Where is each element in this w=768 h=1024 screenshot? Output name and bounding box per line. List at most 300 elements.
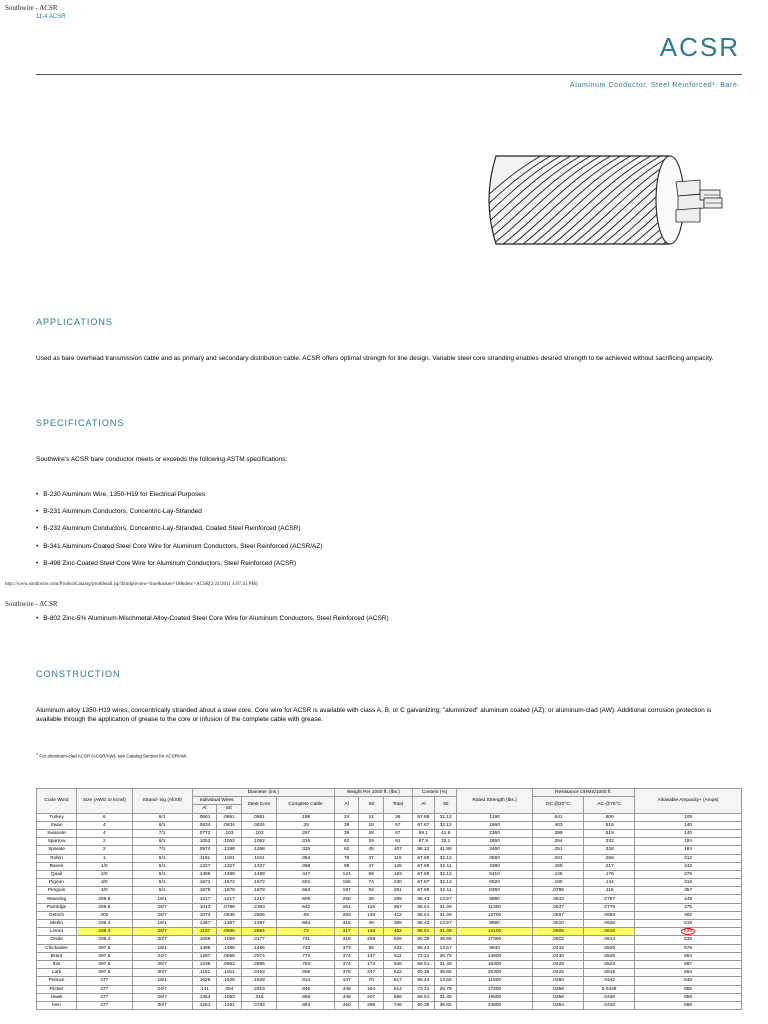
table-cell: .257 xyxy=(277,829,335,837)
table-cell: 0.0439 xyxy=(584,985,635,993)
col-size: Size (AWG or kcmil) xyxy=(77,789,133,814)
col-steel-core: Steel Core xyxy=(241,797,277,813)
table-cell: .1013 xyxy=(192,903,216,911)
table-cell: .1672 xyxy=(192,879,216,887)
table-cell: .2819 xyxy=(241,985,277,993)
col-wire-stl: Stl xyxy=(217,805,241,813)
table-cell: .1052 xyxy=(192,838,216,846)
page-url[interactable]: http://www.southwire.com/ProductCatalog/proddetail.jsp?htmlpreview=true&token=18&desc=ACSR[2/24/2011 4:07:41 PM] xyxy=(5,582,258,587)
applications-text: Used as bare overhead transmission cable and as primary and secondary distribution cable. ACSR offers optimal strength for line design. Variable steel core stranding enables desired strength to be achieved without sacrificing ampacity. xyxy=(36,355,714,362)
table-cell: 26/7 xyxy=(132,993,192,1001)
table-cell: .1486 xyxy=(217,944,241,952)
table-cell: .806 xyxy=(584,813,635,821)
table-cell: .0510 xyxy=(532,920,583,928)
table-cell: 45 xyxy=(359,846,383,854)
table-cell: Flicker xyxy=(37,985,77,993)
table-cell: 49 xyxy=(359,920,383,928)
table-cell: .354 xyxy=(277,854,335,862)
table-cell: .1354 xyxy=(192,993,216,1001)
table-cell: 1860 xyxy=(457,821,533,829)
table-cell: .198 xyxy=(277,813,335,821)
table-cell: 29 xyxy=(359,838,383,846)
col-rated-strength: Rated Strength (lbs.) xyxy=(457,789,533,814)
table-cell: 276 xyxy=(635,870,742,878)
table-cell: 6 xyxy=(77,813,133,821)
table-cell: .0661 xyxy=(217,813,241,821)
col-content-al: Al xyxy=(412,797,434,813)
table-cell: .0858 xyxy=(217,952,241,960)
table-row xyxy=(37,870,742,878)
table-cell: .0502 xyxy=(532,936,583,944)
table-cell: .846 xyxy=(277,985,335,993)
table-cell: .1236 xyxy=(192,960,216,968)
table-cell: 357 xyxy=(635,887,742,895)
table-cell: 374 xyxy=(334,960,358,968)
table-cell: 8680 xyxy=(457,920,533,928)
table-cell: 183 xyxy=(383,870,412,878)
table-cell: 477 xyxy=(77,985,133,993)
table-cell: 60.35 xyxy=(412,936,434,944)
table-cell: 13.57 xyxy=(435,920,457,928)
table-cell: .094 xyxy=(217,985,241,993)
table-cell: 30/7 xyxy=(132,969,192,977)
table-cell: .398 xyxy=(277,862,335,870)
table-cell: .25 xyxy=(277,821,335,829)
table-cell: .1327 xyxy=(241,862,277,870)
col-resistance: Resistance OHMS/1000 ft. xyxy=(532,789,634,797)
footnote xyxy=(36,752,187,759)
table-cell: .743 xyxy=(277,944,335,952)
table-cell: 130 xyxy=(359,911,383,919)
table-cell: 5310 xyxy=(457,870,533,878)
table-cell: 2 xyxy=(77,838,133,846)
table-cell: 247 xyxy=(359,969,383,977)
col-wire-al: Al xyxy=(192,805,216,813)
table-row xyxy=(37,903,742,911)
col-content-stl: Stl xyxy=(435,797,457,813)
table-cell: 67.87 xyxy=(412,821,434,829)
table-cell: 594 xyxy=(635,969,742,977)
table-cell: .176 xyxy=(584,870,635,878)
table-cell: .0772 xyxy=(192,829,216,837)
table-cell: 18/1 xyxy=(132,977,192,985)
col-diameter: Diameter (ins.) xyxy=(192,789,334,797)
table-cell: 2/0 xyxy=(77,870,133,878)
table-cell: .325 xyxy=(277,846,335,854)
table-cell: Chickadee xyxy=(37,944,77,952)
table-cell: .72 xyxy=(277,928,335,936)
table-cell: 62 xyxy=(334,846,358,854)
table-cell: .1059 xyxy=(217,936,241,944)
table-cell: 24/7 xyxy=(132,985,192,993)
acsr-cable-image xyxy=(478,148,742,252)
table-cell: 315 xyxy=(635,879,742,887)
table-cell: 26/7 xyxy=(132,960,192,968)
table-cell: 519 xyxy=(635,920,742,928)
table-row xyxy=(37,928,742,936)
table-cell: 365 xyxy=(383,920,412,928)
table-cell: 614 xyxy=(383,985,412,993)
acsr-spec-table xyxy=(36,788,742,1010)
table-cell: 58.12 xyxy=(412,846,434,854)
col-weight: Weight Per 1000 ft. (lbs.) xyxy=(334,789,412,797)
table-cell: .0526 xyxy=(584,952,635,960)
table-cell: 30/7 xyxy=(132,936,192,944)
table-cell: .684 xyxy=(277,920,335,928)
table-cell: .0834 xyxy=(241,821,277,829)
table-cell: 6/1 xyxy=(132,838,192,846)
table-cell: 67.89 xyxy=(412,862,434,870)
table-cell: .0436 xyxy=(584,993,635,1001)
table-cell: 622 xyxy=(383,969,412,977)
table-cell: 140 xyxy=(635,829,742,837)
page-title: ACSR xyxy=(659,32,740,62)
col-complete-cable: Complete Cable xyxy=(277,797,335,813)
table-cell: 32.12 xyxy=(435,821,457,829)
table-cell: .1217 xyxy=(192,895,216,903)
table-cell: .814 xyxy=(277,977,335,985)
table-cell: Turkey xyxy=(37,813,77,821)
table-cell: 212 xyxy=(635,854,742,862)
table-cell: .1489 xyxy=(192,870,216,878)
table-cell: .1489 xyxy=(217,870,241,878)
table-cell: 16300 xyxy=(457,960,533,968)
table-cell: .1052 xyxy=(217,838,241,846)
table-cell: .1367 xyxy=(192,920,216,928)
table-cell: 6/1 xyxy=(132,821,192,829)
table-cell: .1261 xyxy=(192,1001,216,1009)
table-cell: 6/1 xyxy=(132,870,192,878)
table-cell: .0433 xyxy=(584,1001,635,1009)
table-row xyxy=(37,993,742,1001)
table-cell: Swan xyxy=(37,821,77,829)
table-cell: .1074 xyxy=(192,911,216,919)
table-cell: 449 xyxy=(635,895,742,903)
table-cell: .642 xyxy=(277,903,335,911)
table-cell: .0354 xyxy=(532,1001,583,1009)
table-cell: 397.5 xyxy=(77,952,133,960)
table-row xyxy=(37,920,742,928)
table-cell: 9940 xyxy=(457,944,533,952)
table-cell: 4/0 xyxy=(77,887,133,895)
site-title-page2: Southwire - ACSR xyxy=(5,600,58,608)
table-cell: 14600 xyxy=(457,952,533,960)
table-cell: 31.49 xyxy=(435,928,457,936)
table-cell: 296 xyxy=(359,1001,383,1009)
table-cell: 4380 xyxy=(457,862,533,870)
table-cell: 31.49 xyxy=(435,960,457,968)
table-cell: .2654 xyxy=(241,928,277,936)
table-cell: 28 xyxy=(359,829,383,837)
table-cell: .68 xyxy=(277,911,335,919)
table-cell: 449 xyxy=(334,993,358,1001)
table-cell: .1151 xyxy=(192,969,216,977)
specifications-intro: Southwire's ACSR bare conductor meets or exceeds the following ASTM specifications: xyxy=(36,456,288,463)
table-cell: .0356 xyxy=(532,993,583,1001)
table-cell: 12 xyxy=(359,813,383,821)
table-cell: 140 xyxy=(635,821,742,829)
table-cell: 74 xyxy=(359,879,383,887)
table-cell: 19500 xyxy=(457,993,533,1001)
table-cell: 32.12 xyxy=(435,813,457,821)
table-cell: .1059 xyxy=(192,936,216,944)
table-cell: 646 xyxy=(635,977,742,985)
table-cell: .2574 xyxy=(241,952,277,960)
table-cell: 172 xyxy=(359,960,383,968)
table-cell: 8350 xyxy=(457,887,533,895)
table-cell: 1/0 xyxy=(77,862,133,870)
table-cell: 336.4 xyxy=(77,936,133,944)
table-cell: 3460 xyxy=(457,846,533,854)
col-code-word: Code Word xyxy=(37,789,77,814)
table-cell: .0962 xyxy=(217,960,241,968)
table-cell: 450 xyxy=(334,1001,358,1009)
table-cell: .0693 xyxy=(584,911,635,919)
table-cell: 164 xyxy=(359,985,383,993)
table-cell: .144 xyxy=(584,879,635,887)
table-cell: Sparate xyxy=(37,846,77,854)
applications-heading: APPLICATIONS xyxy=(36,317,113,327)
table-cell: 477 xyxy=(77,977,133,985)
table-row xyxy=(37,944,742,952)
table-row xyxy=(37,977,742,985)
spec-item: • B-230 Aluminum Wire, 1350-H19 for Electrical Purposes xyxy=(36,491,736,508)
table-cell: 146 xyxy=(359,928,383,936)
table-cell: 336.4 xyxy=(77,920,133,928)
table-cell: .0613 xyxy=(584,936,635,944)
table-cell: .0835 xyxy=(217,911,241,919)
spec-item: • B-498 Zinc-Coated Steel Core Wire for Aluminum Conductors, Steel Reinforced (ACSR) xyxy=(36,560,736,577)
table-cell: 1 xyxy=(77,854,133,862)
table-cell: .1052 xyxy=(241,838,277,846)
table-cell: .1181 xyxy=(241,854,277,862)
table-cell: 6/1 xyxy=(132,854,192,862)
table-cell: .0360 xyxy=(532,977,583,985)
table-cell: .1367 xyxy=(217,920,241,928)
col-content: Content (%) xyxy=(412,789,456,797)
table-cell: 68.51 xyxy=(412,928,434,936)
table-cell: 656 xyxy=(383,993,412,1001)
table-cell: 291 xyxy=(383,887,412,895)
table-cell: .502 xyxy=(277,879,335,887)
table-cell: 99 xyxy=(334,862,358,870)
table-cell: 7/1 xyxy=(132,846,192,854)
table-cell: 68.51 xyxy=(412,993,434,1001)
table-cell: .741 xyxy=(277,936,335,944)
table-cell: 197 xyxy=(334,887,358,895)
table-cell: 67.9 xyxy=(412,838,434,846)
table-cell: .0885 xyxy=(217,928,241,936)
col-individual-wires: Individual Wires xyxy=(192,797,241,805)
table-cell: 39 xyxy=(359,895,383,903)
table-cell: .858 xyxy=(277,993,335,1001)
table-cell: 17200 xyxy=(457,985,533,993)
site-title: Southwire - ACSR xyxy=(5,4,58,12)
col-ac: AC @75°C xyxy=(584,797,635,813)
table-cell: .403 xyxy=(532,821,583,829)
table-cell: 3550 xyxy=(457,854,533,862)
table-cell: 7/1 xyxy=(132,829,192,837)
table-cell: .1878 xyxy=(192,887,216,895)
table-cell: 242 xyxy=(635,862,742,870)
table-cell: .0974 xyxy=(192,846,216,854)
table-cell: 4 xyxy=(77,829,133,837)
table-cell: .3783 xyxy=(241,1001,277,1009)
table-cell: 14100 xyxy=(457,928,533,936)
table-cell: 68.51 xyxy=(412,903,434,911)
table-cell: 62 xyxy=(334,838,358,846)
table-cell: 145 xyxy=(383,862,412,870)
table-cell: Lark xyxy=(37,969,77,977)
product-tagline: Aluminum Conductor. Steel Reinforced¹. Bare. xyxy=(570,82,740,89)
table-cell: 24 xyxy=(334,813,358,821)
table-cell: Penguin xyxy=(37,887,77,895)
table-cell: .254 xyxy=(532,838,583,846)
table-cell: .332 xyxy=(584,838,635,846)
table-cell: .0430 xyxy=(532,952,583,960)
table-cell: 67.88 xyxy=(412,854,434,862)
table-cell: 124 xyxy=(334,870,358,878)
table-cell: .1137 xyxy=(192,928,216,936)
table-row xyxy=(37,887,742,895)
col-weight-al: Al xyxy=(334,797,358,813)
table-cell: .0637 xyxy=(532,903,583,911)
col-weight-stl: Stl xyxy=(359,797,383,813)
table-cell: .399 xyxy=(532,829,583,837)
table-cell: .268 xyxy=(584,854,635,862)
table-cell: 12700 xyxy=(457,911,533,919)
table-cell: 58 xyxy=(359,944,383,952)
table-cell: .1298 xyxy=(217,846,241,854)
table-cell: .316 xyxy=(241,993,277,1001)
table-cell: .1486 xyxy=(241,944,277,952)
table-cell: .1878 xyxy=(241,887,277,895)
table-cell: 475 xyxy=(635,903,742,911)
table-cell: .0625 xyxy=(584,920,635,928)
table-cell: 115 xyxy=(383,854,412,862)
table-cell: 93 xyxy=(359,887,383,895)
table-row xyxy=(37,862,742,870)
table-cell: 86.44 xyxy=(412,977,434,985)
table-cell: .0523 xyxy=(584,960,635,968)
table-cell: .0795 xyxy=(532,887,583,895)
table-cell: Oriole xyxy=(37,936,77,944)
table-cell: 58.1 xyxy=(412,829,434,837)
col-weight-total: Total xyxy=(383,797,412,813)
table-cell: 546 xyxy=(383,960,412,968)
table-cell: 32.11 xyxy=(435,862,457,870)
table-cell: .0788 xyxy=(217,903,241,911)
specifications-heading: SPECIFICATIONS xyxy=(36,418,125,428)
table-cell: 39 xyxy=(334,821,358,829)
table-cell: .316 xyxy=(277,838,335,846)
specifications-list-page2 xyxy=(36,615,736,632)
table-cell: .201 xyxy=(532,854,583,862)
table-cell: .1287 xyxy=(192,952,216,960)
table-cell: 17300 xyxy=(457,936,533,944)
table-cell: 60.35 xyxy=(412,969,434,977)
table-cell: .1217 xyxy=(241,895,277,903)
table-row xyxy=(37,846,742,854)
table-cell: 373 xyxy=(334,944,358,952)
table-cell: 251 xyxy=(334,903,358,911)
table-cell: .103 xyxy=(217,829,241,837)
table-cell: 11300 xyxy=(457,903,533,911)
table-cell: Hen xyxy=(37,1001,77,1009)
table-cell: 655 xyxy=(635,985,742,993)
table-cell: 576 xyxy=(635,944,742,952)
table-cell: .2506 xyxy=(241,911,277,919)
table-cell: 517 xyxy=(383,977,412,985)
spec-item: • B-341 Aluminum-Coated Steel Core Wire for Aluminum Conductors, Steel Reinforced (ACSR/AZ) xyxy=(36,543,736,560)
table-cell: 37 xyxy=(359,854,383,862)
table-cell: 318 xyxy=(334,936,358,944)
table-cell: 449 xyxy=(334,985,358,993)
table-cell: .0442 xyxy=(584,977,635,985)
table-cell: .0428 xyxy=(532,960,583,968)
table-cell: 137 xyxy=(359,952,383,960)
table-cell: 31.49 xyxy=(435,911,457,919)
table-row xyxy=(37,985,742,993)
spec-item: • B-232 Aluminum Conductors, Concentric-Lay-Stranded, Coated Steel Reinforced (ACSR) xyxy=(36,525,736,542)
table-cell: Pelican xyxy=(37,977,77,985)
table-cell: 57 xyxy=(383,821,412,829)
table-cell: 6620 xyxy=(457,879,533,887)
table-cell: .0432 xyxy=(532,944,583,952)
table-row xyxy=(37,911,742,919)
table-cell: 20300 xyxy=(457,969,533,977)
table-cell: 67.87 xyxy=(412,879,434,887)
table-cell: 2 xyxy=(77,846,133,854)
table-cell: Ostrich xyxy=(37,911,77,919)
table-cell: 39.65 xyxy=(435,1001,457,1009)
table-cell: 315 xyxy=(334,920,358,928)
table-cell: 462 xyxy=(383,928,412,936)
table-cell: 107 xyxy=(383,846,412,854)
footnote-mark: 1 xyxy=(36,752,39,756)
table-cell: 30/7 xyxy=(132,1001,192,1009)
table-cell: 230 xyxy=(383,879,412,887)
table-cell: 39.65 xyxy=(435,936,457,944)
spec-item: • B-802 Zinc-5% Aluminum-Mischmetal Alloy-Coated Steel Core Wire for Aluminum Conductors, Steel Reinforced (ACSR) xyxy=(36,615,736,632)
table-cell: .563 xyxy=(277,887,335,895)
table-cell: 511 xyxy=(383,952,412,960)
table-cell: 289 xyxy=(383,895,412,903)
table-cell: .0505 xyxy=(532,928,583,936)
circled-ampacity: 529 xyxy=(681,928,695,935)
table-cell: .1181 xyxy=(192,854,216,862)
table-cell: 184 xyxy=(635,846,742,854)
table-cell: .251 xyxy=(532,846,583,854)
table-cell: 2360 xyxy=(457,829,533,837)
table-cell: 447 xyxy=(334,977,358,985)
table-cell: 6/1 xyxy=(132,813,192,821)
table-cell: 526 xyxy=(383,936,412,944)
breadcrumb[interactable]: 11-4 ACSR xyxy=(36,14,66,20)
table-row xyxy=(37,821,742,829)
table-row xyxy=(37,936,742,944)
table-cell: 587 xyxy=(635,960,742,968)
table-cell: .772 xyxy=(277,952,335,960)
table-cell: 39 xyxy=(334,829,358,837)
table-cell: .1327 xyxy=(217,862,241,870)
table-cell: .0661 xyxy=(241,813,277,821)
table-cell: 73.21 xyxy=(412,952,434,960)
table-cell: 6/1 xyxy=(132,862,192,870)
table-cell: 78 xyxy=(334,854,358,862)
col-stranding: Strand- ing (Al/Stl) xyxy=(132,789,192,814)
table-cell: 13.57 xyxy=(435,895,457,903)
